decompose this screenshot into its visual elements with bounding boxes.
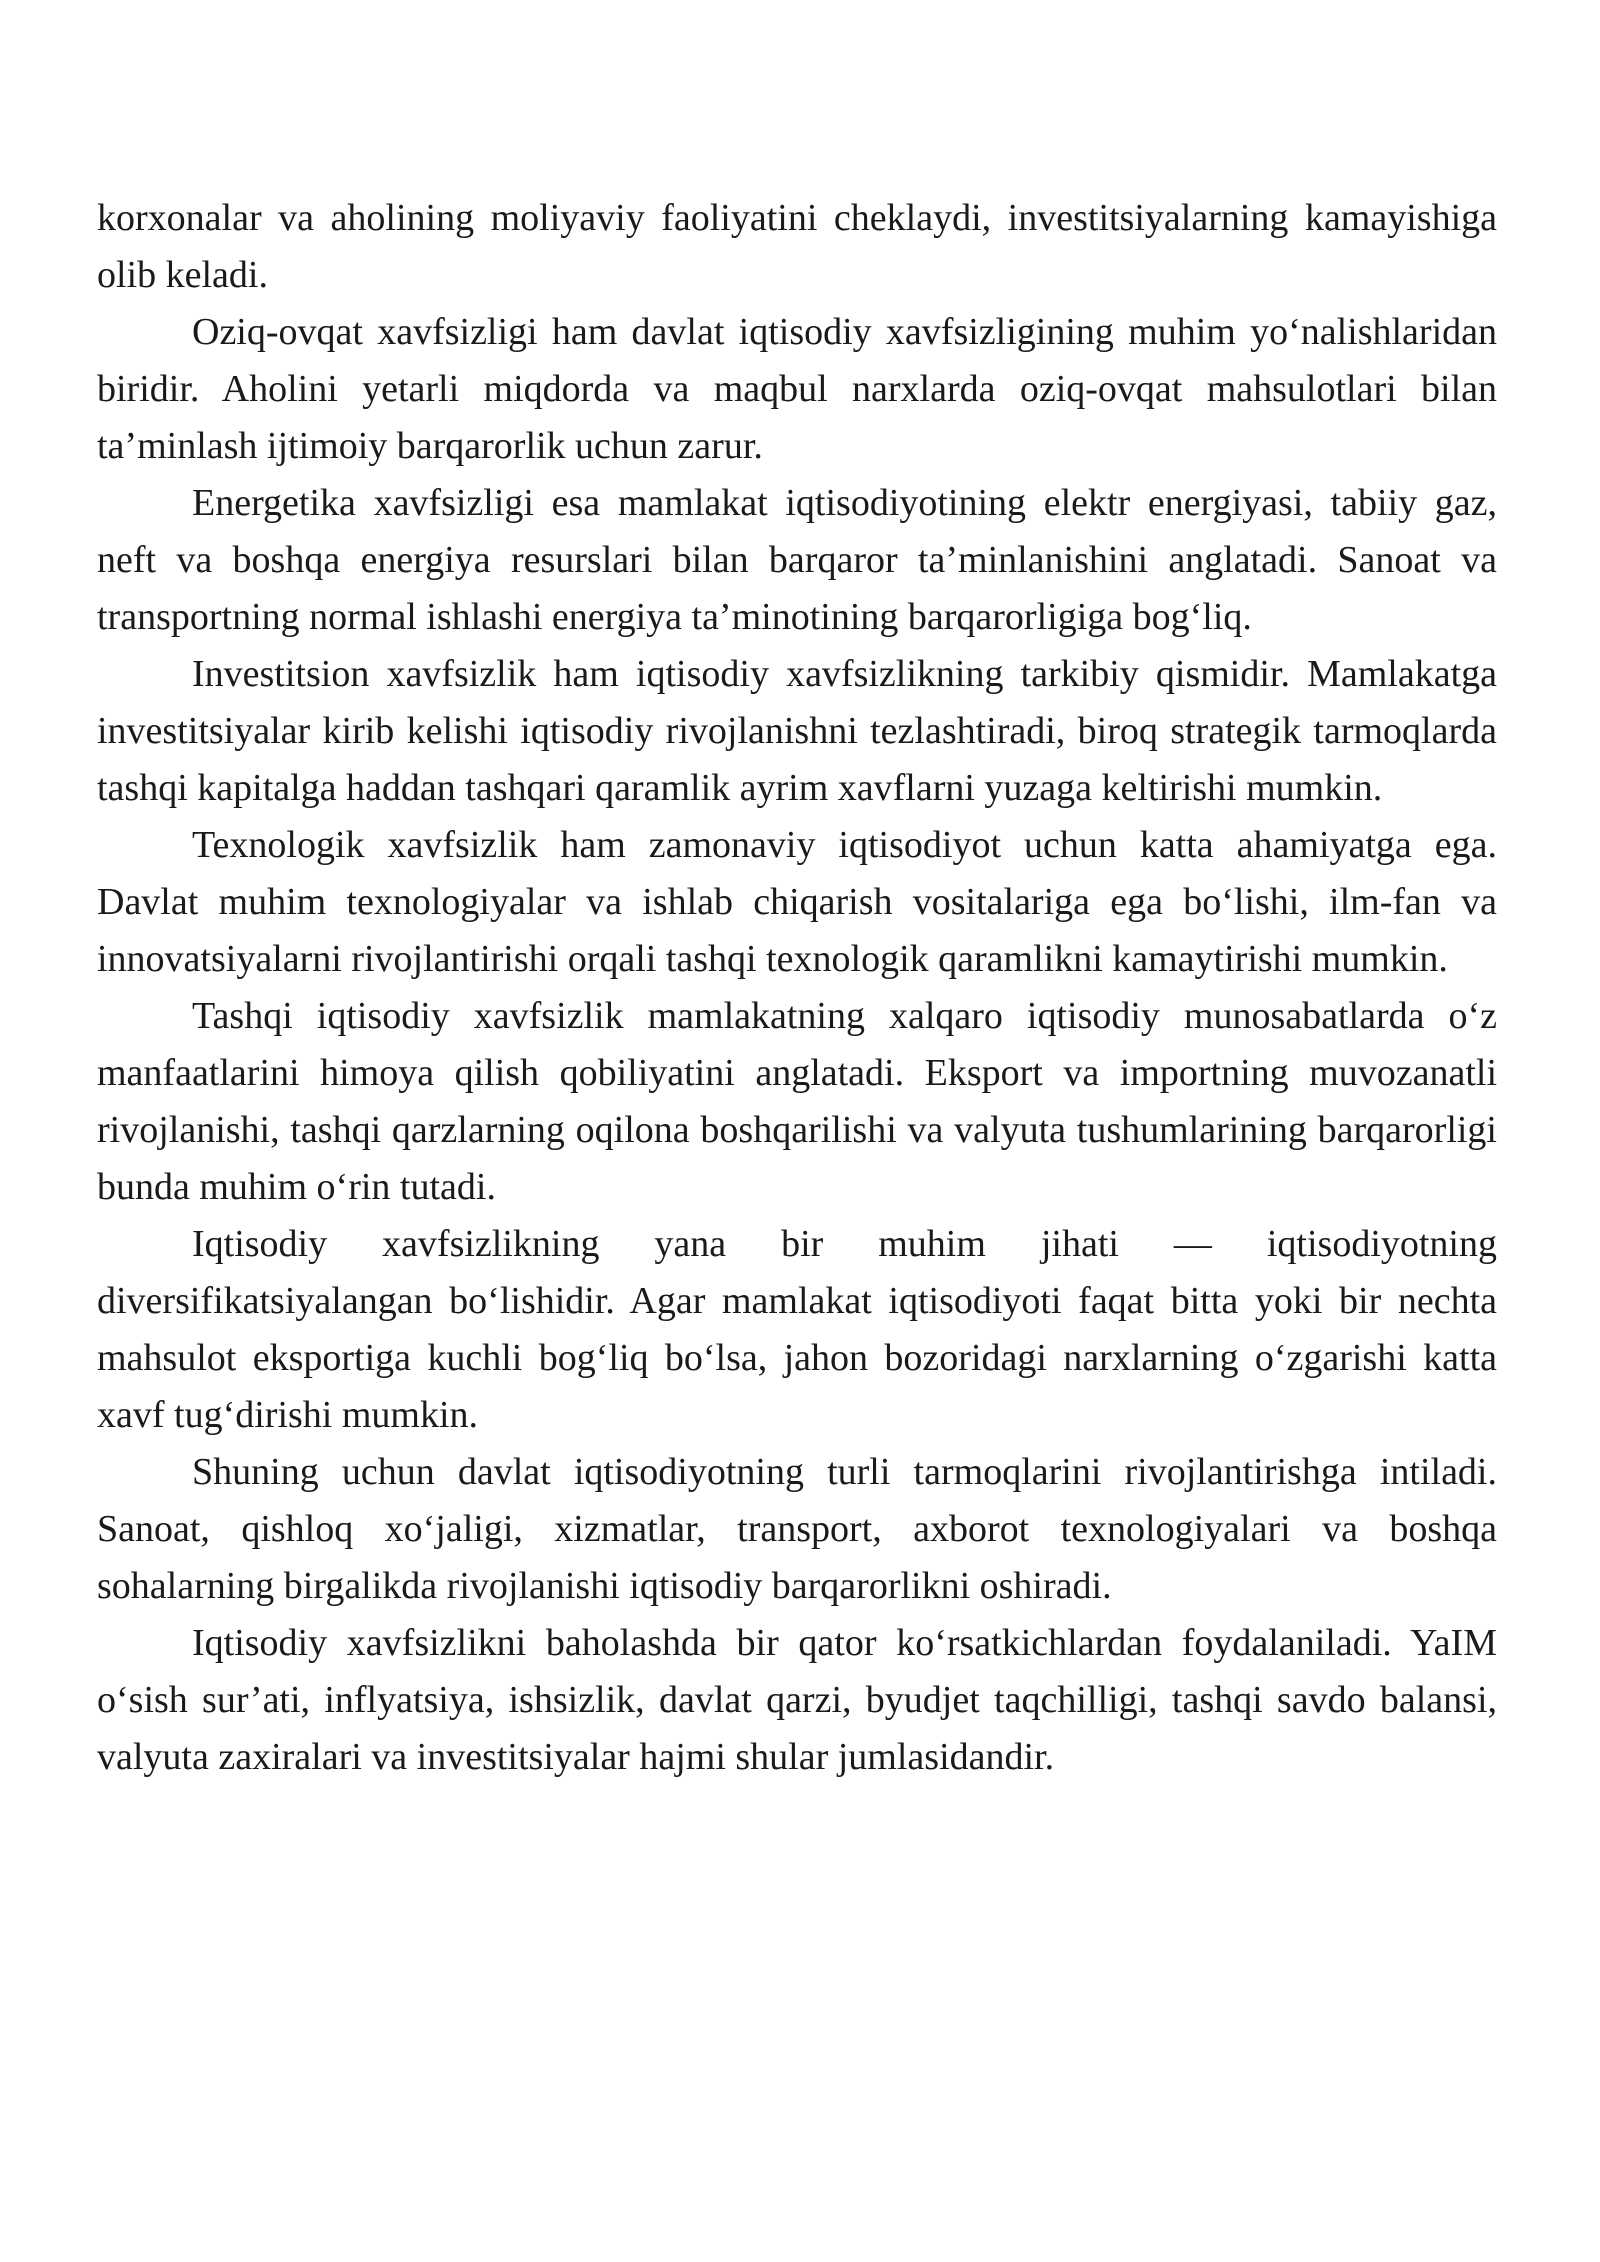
paragraph-food-security: Oziq-ovqat xavfsizligi ham davlat iqtisodiy xavfsizligining muhim yo‘nalishlaridan biridir. Aholini yetarli miqdorda va maqbul narxlarda oziq-ovqat mahsulotlari bilan ta’minlash ijtimoiy barqarorlik uchun zarur. <box>97 311 1497 467</box>
paragraph-technological-security: Texnologik xavfsizlik ham zamonaviy iqtisodiyot uchun katta ahamiyatga ega. Davlat muhim texnologiyalar va ishlab chiqarish vositalariga ega bo‘lishi, ilm-fan va innovatsiyalarni rivojlantirishi orqali tashqi texnologik qaramlikni kamaytirishi mumkin. <box>97 824 1497 980</box>
paragraph-sector-development: Shuning uchun davlat iqtisodiyotning turli tarmoqlarini rivojlantirishga intiladi. Sanoat, qishloq xo‘jaligi, xizmatlar, transport, axborot texnologiyalari va boshqa sohalarning birgalikda rivojlanishi iqtisodiy barqarorlikni oshiradi. <box>97 1451 1497 1607</box>
paragraph-energy-security: Energetika xavfsizligi esa mamlakat iqtisodiyotining elektr energiyasi, tabiiy gaz, neft va boshqa energiya resurslari bilan barqaror ta’minlanishini anglatadi. Sanoat va transportning normal ishlashi energiya ta’minotining barqarorligiga bog‘liq. <box>97 482 1497 638</box>
document-body <box>97 190 1497 1786</box>
paragraph-investment-security: Investitsion xavfsizlik ham iqtisodiy xavfsizlikning tarkibiy qismidir. Mamlakatga investitsiyalar kirib kelishi iqtisodiy rivojlanishni tezlashtiradi, biroq strategik tarmoqlarda tashqi kapitalga haddan tashqari qaramlik ayrim xavflarni yuzaga keltirishi mumkin. <box>97 653 1497 809</box>
paragraph-continuation: korxonalar va aholining moliyaviy faoliyatini cheklaydi, investitsiyalarning kamayishiga olib keladi. <box>97 197 1497 296</box>
paragraph-indicators: Iqtisodiy xavfsizlikni baholashda bir qator ko‘rsatkichlardan foydalaniladi. YaIM o‘sish sur’ati, inflyatsiya, ishsizlik, davlat qarzi, byudjet taqchilligi, tashqi savdo balansi, valyuta zaxiralari va investitsiyalar hajmi shular jumlasidandir. <box>97 1622 1497 1778</box>
paragraph-diversification: Iqtisodiy xavfsizlikning yana bir muhim jihati — iqtisodiyotning diversifikatsiyalangan bo‘lishidir. Agar mamlakat iqtisodiyoti faqat bitta yoki bir nechta mahsulot eksportiga kuchli bog‘liq bo‘lsa, jahon bozoridagi narxlarning o‘zgarishi katta xavf tug‘dirishi mumkin. <box>97 1223 1497 1436</box>
paragraph-external-security: Tashqi iqtisodiy xavfsizlik mamlakatning xalqaro iqtisodiy munosabatlarda o‘z manfaatlarini himoya qilish qobiliyatini anglatadi. Eksport va importning muvozanatli rivojlanishi, tashqi qarzlarning oqilona boshqarilishi va valyuta tushumlarining barqarorligi bunda muhim o‘rin tutadi. <box>97 995 1497 1208</box>
